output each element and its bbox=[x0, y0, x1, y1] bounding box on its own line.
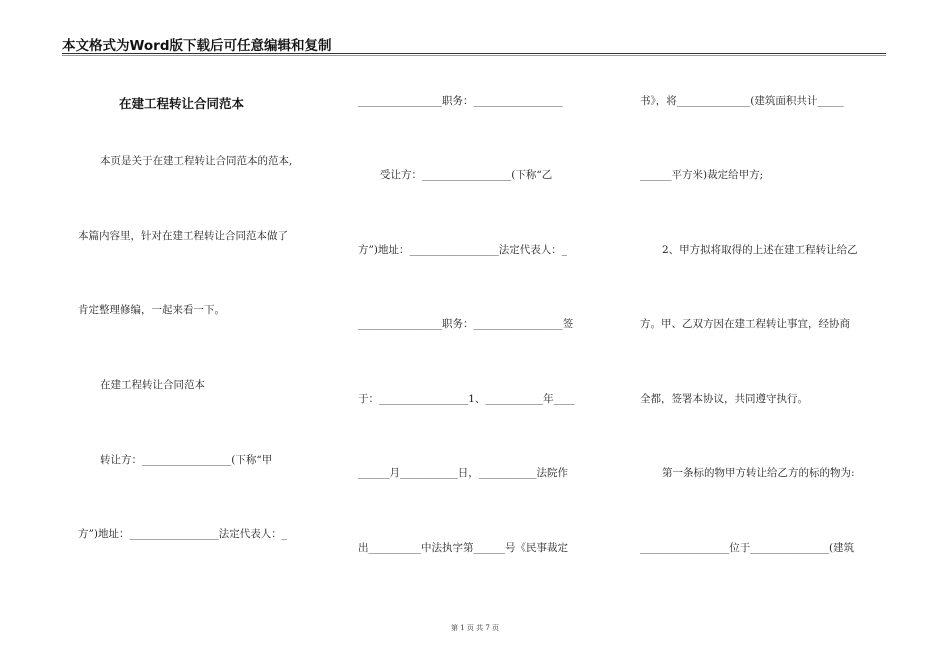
paragraph-line: 本页是关于在建工程转让合同范本的范本, bbox=[100, 155, 293, 167]
paragraph-line: ________________职务：_________________ bbox=[358, 95, 563, 107]
paragraph-line: 转让方：_________________(下称“甲 bbox=[100, 454, 273, 466]
paragraph-line: _________________位于_______________(建筑 bbox=[640, 542, 855, 554]
paragraph-line: ________________职务：_________________签 bbox=[358, 318, 574, 330]
header-divider bbox=[62, 53, 886, 56]
paragraph-line: 书》，将______________(建筑面积共计_____ bbox=[640, 95, 844, 107]
section-heading: 在建工程转让合同范本 bbox=[100, 379, 205, 391]
paragraph-line: 方。甲、乙双方因在建工程转让事宜，经协商 bbox=[640, 318, 850, 330]
paragraph-line: 全都，签署本协议，共同遵守执行。 bbox=[640, 393, 808, 405]
paragraph-line: 出__________中法执字第______号《民事裁定 bbox=[358, 542, 568, 554]
document-title: 在建工程转让合同范本 bbox=[119, 96, 245, 111]
paragraph-line: ______平方米)裁定给甲方; bbox=[640, 169, 764, 181]
paragraph-line: 于：_________________1、___________年____ bbox=[358, 393, 575, 405]
paragraph-line: 方”)地址：_________________法定代表人：_ bbox=[78, 528, 287, 540]
paragraph-line: 肯定整理修编，一起来看一下。 bbox=[78, 304, 225, 316]
page-number: 第 1 页 共 7 页 bbox=[450, 624, 500, 632]
paragraph-line: 第一条标的物甲方转让给乙方的标的物为: bbox=[662, 467, 855, 479]
paragraph-line: 2、甲方拟将取得的上述在建工程转让给乙 bbox=[662, 244, 858, 256]
paragraph-line: 方”)地址：_________________法定代表人：_ bbox=[358, 244, 567, 256]
paragraph-line: 本篇内容里，针对在建工程转让合同范本做了 bbox=[78, 230, 288, 242]
paragraph-line: 受让方：_________________(下称“乙 bbox=[380, 169, 553, 181]
paragraph-line: ______月___________日，___________法院作 bbox=[358, 467, 568, 479]
document-header: 本文格式为Word版下载后可任意编辑和复制 bbox=[62, 38, 332, 54]
